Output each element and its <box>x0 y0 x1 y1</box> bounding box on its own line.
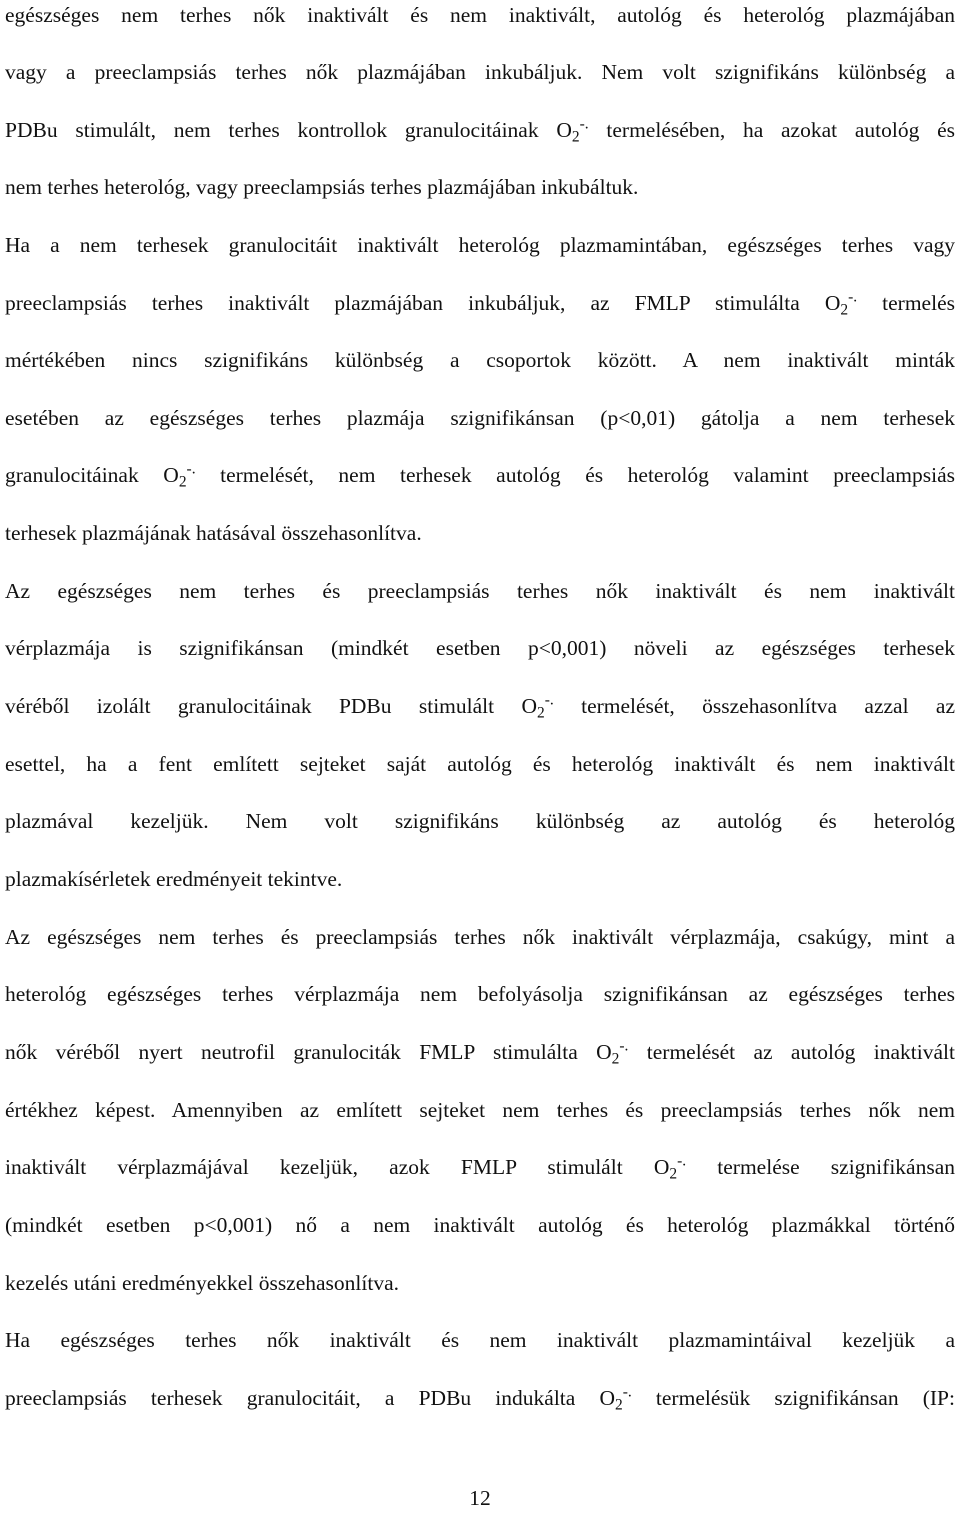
superoxide-formula: $O_2^{-.}$ <box>163 460 196 491</box>
text-line <box>5 1037 955 1067</box>
text-fragment: granulocitáinak <box>5 463 164 487</box>
text-line <box>5 460 955 490</box>
text-line <box>5 288 955 318</box>
text-fragment: termelését, összehasonlítva azzal az <box>553 694 955 718</box>
text-line: mértékében nincs szignifikáns különbség a csoportok között. A nem inaktivált minták <box>5 348 955 372</box>
text-line: nem terhes heterológ, vagy preeclampsiás terhes plazmájában inkubáltuk. <box>5 175 639 199</box>
text-line: egészséges nem terhes nők inaktivált és nem inaktivált, autológ és heterológ plazmájában <box>5 3 955 27</box>
text-line: Ha egészséges terhes nők inaktivált és nem inaktivált plazmamintáival kezeljük a <box>5 1328 955 1352</box>
text-line: értékhez képest. Amennyiben az említett sejteket nem terhes és preeclampsiás terhes nők nem <box>5 1098 955 1122</box>
text-line: vagy a preeclampsiás terhes nők plazmájában inkubáljuk. Nem volt szignifikáns különbség a <box>5 60 955 84</box>
text-line: (mindkét esetben p<0,001) nő a nem inaktivált autológ és heterológ plazmákkal történő <box>5 1213 955 1237</box>
text-line <box>5 1152 955 1182</box>
text-line <box>5 115 955 145</box>
text-line: terhesek plazmájának hatásával összehasonlítva. <box>5 521 422 545</box>
text-line: Ha a nem terhesek granulocitáit inaktivált heterológ plazmamintában, egészséges terhes vagy <box>5 233 955 257</box>
superoxide-formula: $O_2^{-.}$ <box>596 1037 629 1068</box>
superoxide-formula: $O_2^{-.}$ <box>521 691 554 722</box>
text-line: Az egészséges nem terhes és preeclampsiás terhes nők inaktivált vérplazmája, csakúgy, mint a <box>5 925 955 949</box>
text-fragment: termelését az autológ inaktivált <box>628 1040 955 1064</box>
text-fragment: inaktivált vérplazmájával kezeljük, azok FMLP stimulált <box>5 1155 654 1179</box>
text-line: vérplazmája is szignifikánsan (mindkét esetben p<0,001) növeli az egészséges terhesek <box>5 636 955 660</box>
text-fragment: termelésében, ha azokat autológ és <box>588 118 955 142</box>
text-line: esettel, ha a fent említett sejteket saját autológ és heterológ inaktivált és nem inaktivált <box>5 752 955 776</box>
text-fragment: preeclampsiás terhes inaktivált plazmájában inkubáljuk, az FMLP stimulálta <box>5 291 825 315</box>
text-line: kezelés utáni eredményekkel összehasonlítva. <box>5 1271 400 1295</box>
text-line <box>5 1383 955 1413</box>
page-number: 12 <box>469 1486 491 1510</box>
text-line <box>5 691 955 721</box>
text-fragment: preeclampsiás terhesek granulocitáit, a PDBu indukálta <box>5 1386 600 1410</box>
superoxide-formula: $O_2^{-.}$ <box>599 1383 632 1414</box>
superoxide-formula: $O_2^{-.}$ <box>653 1152 687 1183</box>
text-line: plazmával kezeljük. Nem volt szignifikáns különbség az autológ és heterológ <box>5 809 955 833</box>
text-fragment: termelését, nem terhesek autológ és heterológ valamint preeclampsiás <box>195 463 955 487</box>
text-fragment: termelése szignifikánsan <box>686 1155 955 1179</box>
text-line: esetében az egészséges terhes plazmája szignifikánsan (p<0,01) gátolja a nem terhesek <box>5 406 955 430</box>
text-fragment: termelés <box>857 291 955 315</box>
text-line: Az egészséges nem terhes és preeclampsiás terhes nők inaktivált és nem inaktivált <box>5 579 955 603</box>
text-fragment: véréből izolált granulocitáinak PDBu stimulált <box>5 694 522 718</box>
superoxide-formula: $O_2^{-.}$ <box>556 115 589 146</box>
superoxide-formula: $O_2^{-.}$ <box>824 288 858 319</box>
text-fragment: termelésük szignifikánsan (IP: <box>631 1386 955 1410</box>
text-line: plazmakísérletek eredményeit tekintve. <box>5 867 343 891</box>
text-fragment: PDBu stimulált, nem terhes kontrollok granulocitáinak <box>5 118 557 142</box>
text-fragment: nők véréből nyert neutrofil granulociták FMLP stimulálta <box>5 1040 597 1064</box>
text-line: heterológ egészséges terhes vérplazmája nem befolyásolja szignifikánsan az egészséges terhes <box>5 982 955 1006</box>
